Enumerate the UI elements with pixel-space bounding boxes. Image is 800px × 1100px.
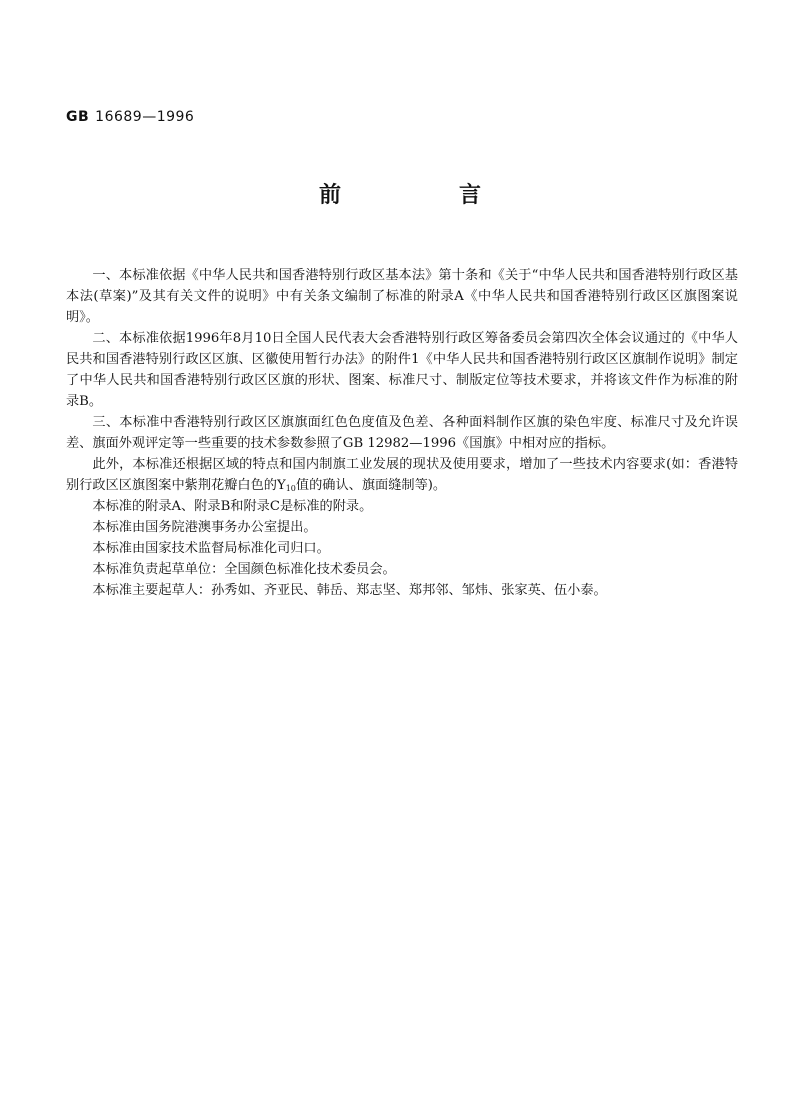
standard-number: 16689—1996 — [95, 109, 195, 125]
paragraph-additional-text-after: 值的确认、旗面缝制等)。 — [295, 478, 447, 493]
paragraph-appendices: 本标准的附录A、附录B和附录C是标准的附录。 — [92, 499, 373, 514]
paragraph-proposed-by: 本标准由国务院港澳事务办公室提出。 — [92, 520, 317, 535]
paragraph-technical-parameters: 三、本标准中香港特别行政区区旗旗面红色色度值及色差、各种面料制作区旗的染色牢度、标准尺寸及允许误差、旗面外观评定等一些重要的技术参数参照了GB 12982—1996《国旗》中相对应的指标。 — [66, 415, 738, 451]
paragraph-drafters: 本标准主要起草人：孙秀如、齐亚民、韩岳、郑志坚、郑邦邻、邹炜、张家英、伍小泰。 — [92, 583, 607, 598]
foreword-body — [66, 265, 738, 601]
paragraph-additional-requirements — [66, 454, 738, 496]
standard-prefix: GB — [66, 109, 90, 125]
y-subscript: 10 — [285, 484, 296, 493]
page-title: 前 言 — [318, 183, 529, 208]
paragraph-drafting-unit: 本标准负责起草单位：全国颜色标准化技术委员会。 — [92, 562, 396, 577]
paragraph-additional-text-before: 此外，本标准还根据区域的特点和国内制旗工业发展的现状及使用要求，增加了一些技术内容要求(如：香港特别行政区区旗图案中紫荆花瓣白色的Y — [66, 457, 738, 493]
paragraph-administered-by: 本标准由国家技术监督局标准化司归口。 — [92, 541, 330, 556]
paragraph-basis-basic-law: 一、本标准依据《中华人民共和国香港特别行政区基本法》第十条和《关于“中华人民共和国香港特别行政区基本法(草案)”及其有关文件的说明》中有关条文编制了标准的附录A《中华人民共和国香港特别行政区区旗图案说明》。 — [66, 268, 738, 325]
paragraph-basis-interim-measures: 二、本标准依据1996年8月10日全国人民代表大会香港特别行政区筹备委员会第四次全体会议通过的《中华人民共和国香港特别行政区区旗、区徽使用暂行办法》的附件1《中华人民共和国香港特别行政区区旗制作说明》制定了中华人民共和国香港特别行政区区旗的形状、图案、标准尺寸、制版定位等技术要求，并将该文件作为标准的附录B。 — [66, 331, 738, 409]
standard-code — [66, 109, 194, 125]
